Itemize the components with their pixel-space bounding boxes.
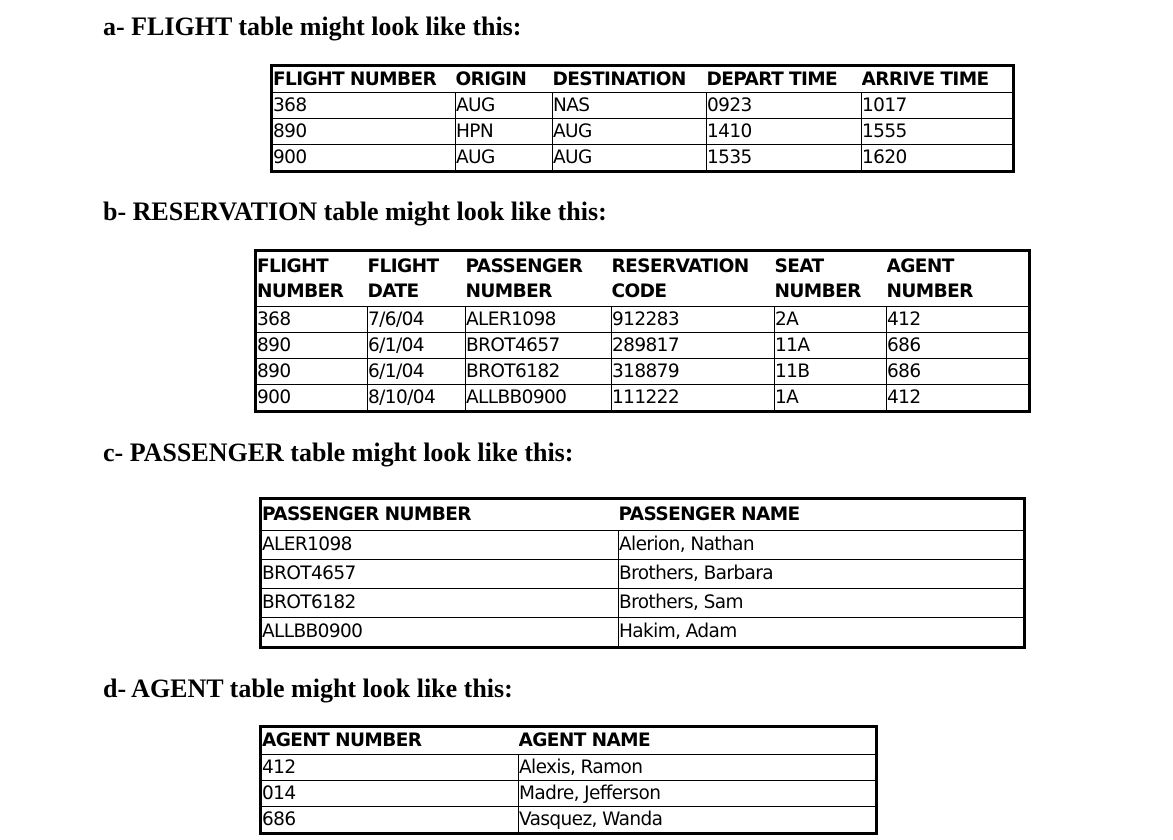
table-row (261, 618, 1025, 648)
table-cell: 890 (256, 359, 368, 385)
table-cell: 1017 (862, 93, 1014, 119)
header-line: FLIGHT (367, 256, 439, 277)
reservation-table-heading: b- RESERVATION table might look like this: (103, 197, 607, 226)
table-cell: Alerion, Nathan (619, 531, 1025, 560)
table-row (256, 333, 1030, 359)
table-cell: AUG (456, 145, 553, 172)
header-line: AGENT (886, 256, 954, 277)
table-row (256, 385, 1030, 412)
table-cell: 412 (887, 307, 1030, 333)
table-cell: ALER1098 (466, 307, 612, 333)
column-header-agent-number (887, 251, 1030, 307)
table-cell: Vasquez, Wanda (519, 807, 877, 834)
header-line: RESERVATION (611, 256, 749, 277)
table-cell: 412 (261, 755, 519, 781)
reservation-table (254, 249, 1031, 413)
column-header-destination: DESTINATION (552, 69, 686, 90)
table-cell: ALLBB0900 (261, 618, 619, 648)
column-header-agent-number: AGENT NUMBER (262, 730, 422, 751)
agent-table (259, 725, 878, 835)
table-cell: 11A (775, 333, 887, 359)
table-cell: 686 (887, 359, 1030, 385)
table-cell: 6/1/04 (368, 333, 466, 359)
table-cell: AUG (456, 93, 553, 119)
table-cell: Madre, Jefferson (519, 781, 877, 807)
table-cell: 318879 (612, 359, 775, 385)
table-cell: 2A (775, 307, 887, 333)
table-cell: BROT4657 (261, 560, 619, 589)
table-cell: 1535 (707, 145, 862, 172)
column-header-flight-number: FLIGHT NUMBER (273, 69, 437, 90)
flight-table (270, 64, 1015, 173)
table-cell: AUG (553, 145, 707, 172)
table-cell: 686 (261, 807, 519, 834)
table-cell: Brothers, Barbara (619, 560, 1025, 589)
table-cell: 890 (272, 119, 456, 145)
table-cell: 6/1/04 (368, 359, 466, 385)
column-header-seat-number (775, 251, 887, 307)
table-row (261, 807, 877, 834)
table-cell: AUG (553, 119, 707, 145)
header-line: NUMBER (465, 281, 552, 302)
flight-table-heading: a- FLIGHT table might look like this: (103, 12, 522, 41)
table-cell: 014 (261, 781, 519, 807)
table-cell: 686 (887, 333, 1030, 359)
table-header-row (261, 727, 877, 755)
table-cell: 412 (887, 385, 1030, 412)
table-cell: 111222 (612, 385, 775, 412)
table-cell: BROT6182 (466, 359, 612, 385)
column-header-agent-name: AGENT NAME (518, 730, 651, 751)
table-row (272, 145, 1014, 172)
table-cell: 0923 (707, 93, 862, 119)
column-header-depart-time: DEPART TIME (706, 69, 838, 90)
passenger-table (259, 497, 1026, 649)
table-cell: 890 (256, 333, 368, 359)
table-header-row (256, 251, 1030, 307)
passenger-table-heading: c- PASSENGER table might look like this: (103, 438, 574, 467)
table-cell: 1410 (707, 119, 862, 145)
column-header-arrive-time: ARRIVE TIME (861, 69, 989, 90)
header-line: SEAT (774, 256, 824, 277)
table-header-row (261, 499, 1025, 531)
table-cell: 1620 (862, 145, 1014, 172)
table-cell: Hakim, Adam (619, 618, 1025, 648)
table-row (261, 755, 877, 781)
table-cell: 912283 (612, 307, 775, 333)
table-cell: HPN (456, 119, 553, 145)
column-header-passenger-number (466, 251, 612, 307)
table-row (261, 531, 1025, 560)
table-cell: NAS (553, 93, 707, 119)
table-cell: BROT4657 (466, 333, 612, 359)
table-row (261, 589, 1025, 618)
table-cell: 1A (775, 385, 887, 412)
column-header-flight-date (368, 251, 466, 307)
table-cell: 11B (775, 359, 887, 385)
header-line: NUMBER (257, 281, 344, 302)
table-cell: BROT6182 (261, 589, 619, 618)
table-cell: ALLBB0900 (466, 385, 612, 412)
table-row (261, 560, 1025, 589)
table-cell: 900 (272, 145, 456, 172)
table-cell: 8/10/04 (368, 385, 466, 412)
table-cell: 368 (272, 93, 456, 119)
agent-table-heading: d- AGENT table might look like this: (103, 674, 513, 703)
table-cell: 289817 (612, 333, 775, 359)
header-line: NUMBER (774, 281, 861, 302)
table-row (272, 119, 1014, 145)
table-cell: 900 (256, 385, 368, 412)
header-line: PASSENGER (465, 256, 583, 277)
table-cell: 368 (256, 307, 368, 333)
column-header-passenger-number: PASSENGER NUMBER (262, 504, 471, 525)
table-row (261, 781, 877, 807)
table-row (272, 93, 1014, 119)
header-line: NUMBER (886, 281, 973, 302)
table-header-row (272, 66, 1014, 93)
column-header-origin: ORIGIN (455, 69, 527, 90)
table-row (256, 359, 1030, 385)
table-cell: 1555 (862, 119, 1014, 145)
table-cell: 7/6/04 (368, 307, 466, 333)
header-line: DATE (367, 281, 419, 302)
column-header-flight-number (256, 251, 368, 307)
table-cell: ALER1098 (261, 531, 619, 560)
column-header-passenger-name: PASSENGER NAME (618, 504, 800, 525)
column-header-reservation-code (612, 251, 775, 307)
header-line: FLIGHT (257, 256, 328, 277)
table-cell: Alexis, Ramon (519, 755, 877, 781)
table-cell: Brothers, Sam (619, 589, 1025, 618)
header-line: CODE (611, 281, 667, 302)
table-row (256, 307, 1030, 333)
